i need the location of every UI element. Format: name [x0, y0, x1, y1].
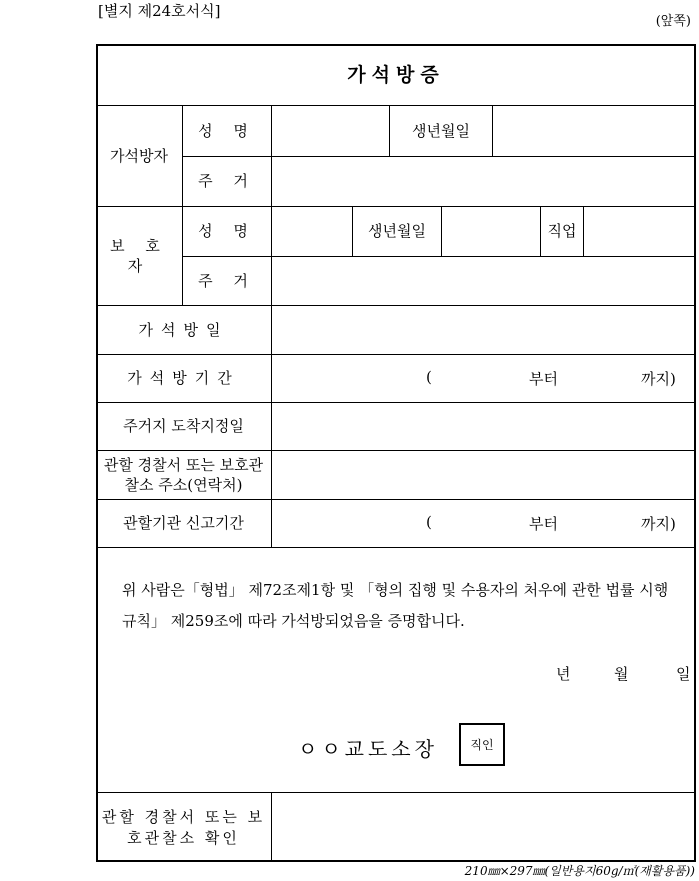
guardian-address-field[interactable]: [272, 257, 696, 305]
parole-date-field[interactable]: [272, 306, 696, 354]
office-address-label: 관할 경찰서 또는 보호관찰소 주소(연락처): [103, 455, 264, 494]
document-title: 가석방증: [347, 63, 445, 86]
report-period-open: (: [426, 513, 432, 531]
office-address-field[interactable]: [272, 451, 696, 499]
arrival-date-label: 주거지 도착지정일: [123, 417, 244, 436]
guardian-name-label: 성 명: [198, 222, 256, 241]
guardian-birth-label: 생년월일: [368, 222, 426, 241]
report-period-until: 까지): [641, 515, 676, 533]
guardian-job-field[interactable]: [584, 207, 696, 256]
row-divider: [96, 547, 696, 548]
parolee-name-field[interactable]: [272, 106, 389, 156]
issue-month-label: 월: [614, 665, 629, 683]
issuer-name: ㅇㅇ교도소장: [298, 737, 438, 761]
form-number-label: [별지 제24호서식]: [98, 2, 221, 20]
parolee-label: 가석방자: [110, 146, 168, 165]
confirmation-field[interactable]: [272, 793, 696, 862]
parolee-name-label: 성 명: [198, 121, 256, 140]
certification-statement: 위 사람은「형법」 제72조제1항 및 「형의 집행 및 수용자의 처우에 관한 법률 시행규칙」 제259조에 따라 가석방되었음을 증명합니다.: [122, 581, 669, 630]
issue-day-label: 일: [676, 665, 691, 683]
guardian-address-label: 주 거: [198, 271, 256, 290]
guardian-birth-field[interactable]: [442, 207, 540, 256]
parolee-address-label: 주 거: [198, 172, 256, 191]
report-period-label: 관할기관 신고기간: [123, 514, 244, 533]
guardian-name-field[interactable]: [272, 207, 352, 256]
issue-year-label: 년: [556, 665, 571, 683]
report-period-from: 부터: [529, 515, 558, 533]
parole-period-from: 부터: [529, 370, 558, 388]
guardian-label: 보 호 자: [110, 236, 168, 275]
official-seal-box: 직인: [459, 723, 505, 766]
parolee-birth-field[interactable]: [493, 106, 696, 156]
parole-period-until: 까지): [641, 370, 676, 388]
parole-date-label: 가석방일: [138, 320, 229, 339]
paper-spec-footer: 210㎜×297㎜(일반용지60g/㎡(재활용품)): [464, 864, 695, 878]
page-side-label: (앞쪽): [655, 14, 691, 29]
parole-period-label: 가석방기간: [127, 369, 240, 388]
parolee-address-field[interactable]: [272, 157, 696, 206]
arrival-date-field[interactable]: [272, 403, 696, 450]
confirmation-label: 관할 경찰서 또는 보호관찰소 확인: [101, 808, 266, 847]
parolee-birth-label: 생년월일: [412, 121, 470, 140]
parole-period-open: (: [426, 368, 432, 386]
guardian-job-label: 직업: [547, 222, 577, 241]
